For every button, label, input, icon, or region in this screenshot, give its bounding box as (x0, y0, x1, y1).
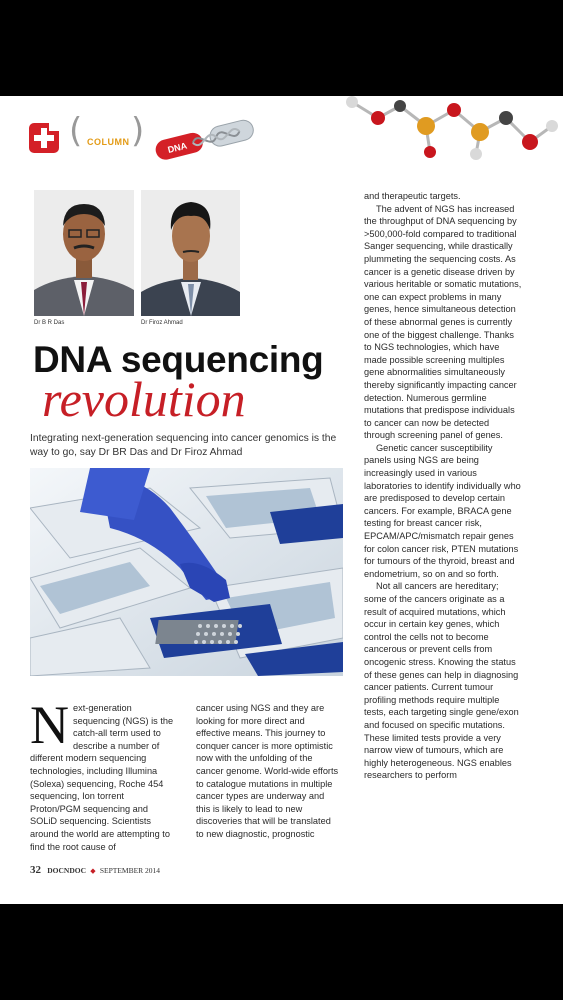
article-column-2 (196, 702, 340, 841)
open-bracket: ( (69, 111, 83, 151)
magazine-page (0, 96, 563, 904)
column-3-paragraph: Not all cancers are hereditary; some of the cancers originate as a result of acquired mutations, which occur in certain key genes, which control the cells not to become cancerous or prevent cells from oncogenic stress. Knowing the status of these genes can help in diagnosing cancer patients. Current tumour profiling methods require multiple tests, each targeting single gene/exon and focused on specific mutations. These limited tests provide a very narrow view of tumours, which are highly heterogeneous. NGS enables researchers to perform (364, 581, 519, 781)
medical-cross-logo-icon (29, 123, 59, 153)
section-label: COLUMN (87, 137, 130, 147)
column-3-paragraph: Genetic cancer susceptibility panels using NGS are being increasingly used in various laboratories to identify individually who are predisposed to develop certain cancers. For example, BRACA gene testing for breast cancer risk, EPCAM/APC/mismatch repair genes for colon cancer risk, PTEN mutations for tumours of the thyroid, breast and endometrium, so on and so forth. (364, 442, 521, 579)
column-1-text: ext-generation sequencing (NGS) is the catch-all term used to describe a number of different modern sequencing technologies, including Illumina (Solexa) sequencing, Roche 454 sequencing, Ion torrent Proton/PGM sequencing and SOLiD sequencing. Scientists around the world are attempting to find the root cause of (30, 703, 174, 852)
article-title-line2: revolution (42, 371, 246, 427)
author-photo-das (34, 190, 134, 316)
article-column-1 (30, 695, 176, 853)
article-deck: Integrating next-generation sequencing into cancer genomics is the way to go, say Dr BR Das and Dr Firoz Ahmad (30, 433, 337, 458)
dna-capsule-icon (152, 116, 257, 160)
magazine-name: DOCNDOC (47, 866, 86, 875)
dna-label: DNA (166, 140, 188, 155)
author-caption: Dr B R Das (34, 320, 65, 326)
author-photo-ahmad (141, 190, 240, 316)
molecule-graphic-icon (330, 96, 563, 162)
column-2-text: cancer using NGS and they are looking for more direct and effective means. This journey to conquer cancer is more optimistic now with the unfolding of the cancer genome. World-wide efforts to catalogue mutations in multiple cancer types are underway and this is likely to lead to new discoveries that will be translated to new diagnostic, prognostic (196, 703, 339, 839)
page-number: 32 (30, 864, 41, 876)
article-title-line1: DNA sequencing (33, 339, 324, 380)
issue-date: SEPTEMBER 2014 (99, 866, 161, 875)
column-3-paragraph: The advent of NGS has increased the throughput of DNA sequencing by >500,000-fold compared to traditional Sanger sequencing, while drastically plummeting the sequencing costs. As cancer is a genetic disease driven by various heritable or somatic mutations, one can expect problems in many genes, hence simultaneous detection of these abnormal genes is currently one of the biggest challenge. Thanks to NGS technologies, which have made possible screening multiples gene abnormalities simultaneously thereby significantly impacting cancer detection. Numerous germline mutations that predispose individuals to cancer can now be detected through screening panel of genes. (364, 203, 522, 441)
page-footer (30, 864, 160, 876)
diamond-icon: ◆ (90, 868, 96, 875)
close-bracket: ) (131, 111, 145, 151)
dropcap-letter: N (30, 695, 69, 755)
lab-sequencer-photo (30, 468, 343, 676)
article-column-3 (364, 190, 522, 782)
author-caption: Dr Firoz Ahmad (141, 320, 183, 326)
column-3-paragraph: and therapeutic targets. (364, 191, 461, 201)
